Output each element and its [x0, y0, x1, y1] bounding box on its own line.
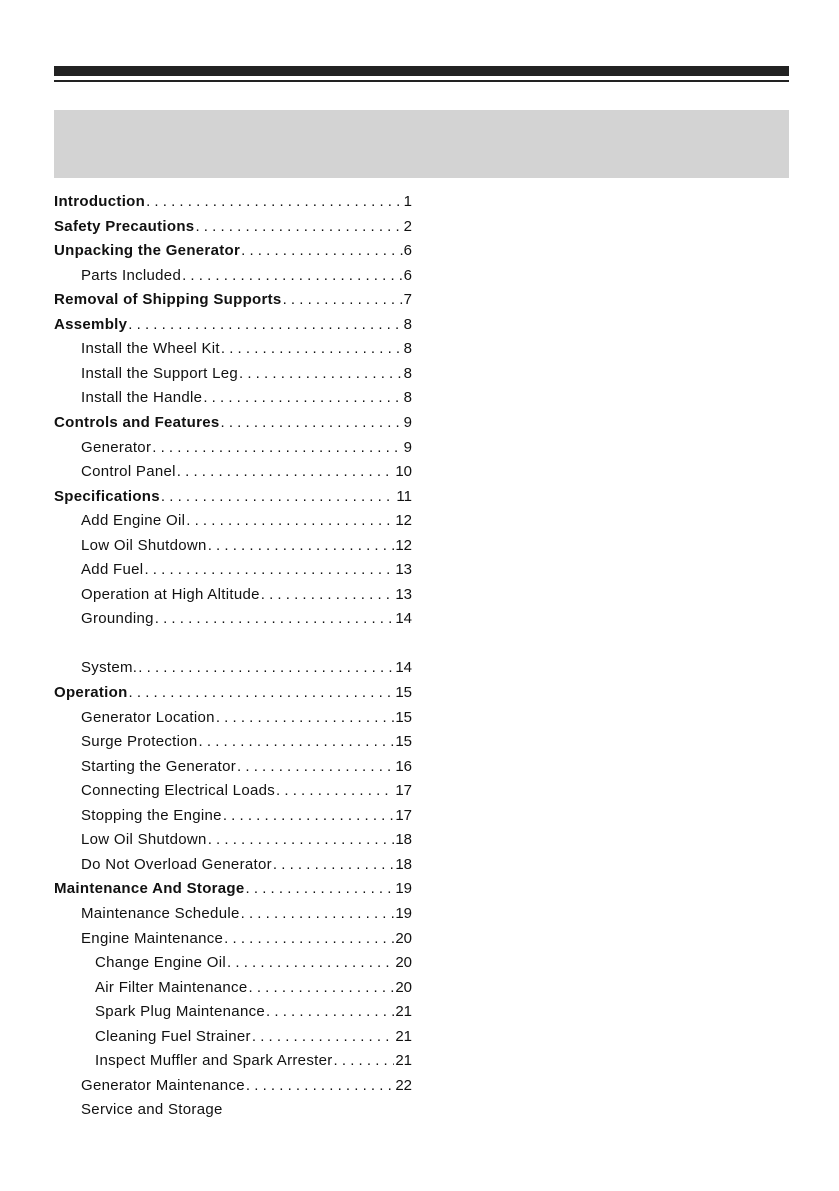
toc-entry-page: 11 [396, 487, 412, 505]
toc-leader-dots [275, 779, 394, 803]
toc-entry-page: 15 [395, 708, 412, 726]
toc-leader-dots [251, 1025, 394, 1049]
toc-leader-dots [265, 1000, 394, 1024]
toc-entry [54, 288, 412, 312]
toc-entry-page: 20 [395, 954, 412, 972]
toc-entry-page: 6 [403, 266, 412, 284]
toc-entry [81, 755, 412, 779]
toc-entry-page: 8 [403, 364, 412, 382]
toc-entry [81, 853, 412, 877]
toc-entry-page: 13 [395, 585, 412, 603]
toc-entry-label: Maintenance And Storage [54, 880, 245, 898]
toc-leader-dots [176, 460, 395, 484]
toc-entry-page: 13 [395, 561, 412, 579]
header-rule-thick [54, 66, 789, 76]
toc-entry-label: Spark Plug Maintenance [95, 1003, 266, 1021]
toc-entry [81, 706, 412, 730]
toc-entry [95, 951, 412, 975]
toc-entry-page: 17 [395, 782, 412, 800]
toc-entry-label: Inspect Muffler and Spark Arrester [95, 1052, 333, 1070]
toc-leader-dots [143, 558, 394, 582]
toc-leader-dots [223, 927, 394, 951]
toc-entry [81, 779, 412, 803]
toc-entry-page: 20 [395, 929, 412, 947]
toc-leader-dots [240, 902, 395, 926]
toc-entry-label: System. [81, 659, 138, 677]
toc-entry-page: 9 [403, 413, 412, 431]
toc-entry [81, 804, 412, 828]
toc-leader-dots [222, 804, 395, 828]
toc-entry-label: Parts Included [81, 266, 182, 284]
toc-leader-dots [240, 239, 403, 263]
toc-entry-label: Service and Storage [81, 1101, 223, 1119]
toc-entry-label: Generator Maintenance [81, 1076, 245, 1094]
toc-entry-label: Introduction [54, 193, 146, 210]
toc-leader-dots [248, 976, 395, 1000]
toc-entry-page: 6 [403, 242, 412, 260]
toc-entry-label: Operation [54, 684, 128, 701]
toc-entry [81, 436, 412, 460]
toc-entry [81, 656, 412, 680]
toc-entry [54, 190, 412, 214]
toc-entry-page: 2 [403, 217, 412, 235]
toc-leader-dots [245, 877, 395, 901]
toc-leader-dots [198, 730, 395, 754]
toc-entry-label: Removal of Shipping Supports [54, 291, 282, 309]
toc-entry-page: 19 [395, 904, 412, 922]
toc-entry-page: 22 [395, 1076, 412, 1094]
toc-entry-label: Control Panel [81, 463, 176, 481]
toc-entry-label: Connecting Electrical Loads [81, 782, 276, 800]
toc-entry-page: 16 [395, 757, 412, 775]
toc-entry-label: Unpacking the Generator [54, 242, 241, 260]
toc-leader-dots [207, 534, 395, 558]
toc-entry-page: 8 [403, 340, 412, 358]
toc-leader-dots [238, 362, 403, 386]
toc-entry [81, 583, 412, 607]
toc-entry-page: 21 [395, 1027, 412, 1045]
toc-entry [81, 1074, 412, 1098]
toc-entry-label: Grounding [81, 610, 154, 628]
toc-leader-dots [215, 706, 394, 730]
toc-entry-page: 15 [395, 684, 412, 701]
toc-entry [54, 485, 412, 509]
toc-entry [81, 927, 412, 951]
toc-entry-label: Air Filter Maintenance [95, 978, 248, 996]
toc-entry-label: Stopping the Engine [81, 806, 222, 824]
toc-entry-label: Controls and Features [54, 413, 220, 431]
toc-entry-label: Surge Protection [81, 733, 198, 751]
toc-leader-dots [194, 215, 402, 239]
toc-entry [54, 215, 412, 239]
toc-entry [81, 386, 412, 410]
toc-entry [81, 534, 412, 558]
toc-entry [81, 607, 412, 631]
toc-entry-label: Install the Handle [81, 389, 203, 407]
toc-entry [95, 1049, 412, 1073]
toc-entry [54, 239, 412, 263]
toc-entry-page: 8 [403, 315, 412, 333]
toc-entry [81, 337, 412, 361]
toc-entry-label: Engine Maintenance [81, 929, 224, 947]
toc-leader-dots [154, 607, 395, 631]
toc-entry [81, 902, 412, 926]
toc-entry-page: 19 [395, 880, 412, 898]
toc-entry [54, 681, 412, 705]
toc-entry-label: Do Not Overload Generator [81, 855, 272, 873]
toc-entry-page: 18 [395, 855, 412, 873]
toc-entry-label: Install the Support Leg [81, 364, 239, 382]
toc-leader-dots [160, 485, 396, 509]
toc-entry-label: Starting the Generator [81, 757, 237, 775]
toc-entry [54, 411, 412, 435]
toc-leader-dots [333, 1049, 395, 1073]
toc-entry-label: Assembly [54, 315, 128, 333]
toc-entry [81, 730, 412, 754]
toc-leader-dots [202, 386, 402, 410]
toc-leader-dots [185, 509, 394, 533]
toc-entry-label: Change Engine Oil [95, 954, 227, 972]
toc-entry-label: Add Engine Oil [81, 512, 186, 530]
toc-entry [95, 1025, 412, 1049]
toc-entry-label: Generator [81, 438, 152, 456]
toc-entry-page: 9 [403, 438, 412, 456]
toc-entry-label: Generator Location [81, 708, 215, 726]
toc-leader-dots [260, 583, 395, 607]
toc-entry [81, 460, 412, 484]
toc-entry-page: 17 [395, 806, 412, 824]
toc-entry-page: 10 [395, 463, 412, 481]
title-band [54, 110, 789, 178]
toc-entry [81, 828, 412, 852]
toc-entry-label: Specifications [54, 487, 160, 505]
toc-leader-dots [207, 828, 395, 852]
toc-entry-label: Low Oil Shutdown [81, 536, 207, 554]
header-rule-thin [54, 80, 789, 82]
toc-leader-dots [245, 1074, 394, 1098]
toc-leader-dots [220, 411, 403, 435]
toc-leader-dots [220, 337, 403, 361]
toc-leader-dots [145, 190, 403, 214]
toc-entry-label: Operation at High Altitude [81, 585, 260, 603]
toc-entry-page: 1 [403, 193, 412, 210]
toc-entry-page: 7 [403, 291, 412, 309]
toc-leader-dots [236, 755, 394, 779]
toc-leader-dots [137, 656, 394, 680]
toc-leader-dots [151, 436, 402, 460]
toc-entry-page: 8 [403, 389, 412, 407]
toc-entry [81, 558, 412, 582]
toc-entry-page: 20 [395, 978, 412, 996]
toc-entry-label: Add Fuel [81, 561, 144, 579]
toc-entry [95, 1000, 412, 1024]
toc-entry-page: 14 [395, 610, 412, 628]
toc-entry [81, 362, 412, 386]
toc-entry-label: Low Oil Shutdown [81, 831, 207, 849]
toc-entry [95, 976, 412, 1000]
toc-leader-dots [128, 681, 395, 705]
toc-entry [81, 509, 412, 533]
toc-entry-page: 21 [395, 1052, 412, 1070]
toc-entry-page: 14 [395, 659, 412, 677]
toc-entry-page: 18 [395, 831, 412, 849]
toc-entry [54, 313, 412, 337]
toc-entry-page: 12 [395, 512, 412, 530]
toc-leader-dots [272, 853, 394, 877]
toc-entry-page: 21 [395, 1003, 412, 1021]
toc-entry-label: Safety Precautions [54, 217, 195, 235]
toc-entry-label: Install the Wheel Kit [81, 340, 220, 358]
toc-entry-label: Cleaning Fuel Strainer [95, 1027, 251, 1045]
toc-entry-label: Maintenance Schedule [81, 904, 240, 922]
toc-leader-dots [127, 313, 402, 337]
toc-leader-dots [282, 288, 403, 312]
toc-leader-dots [226, 951, 394, 975]
toc-entry [54, 877, 412, 901]
toc-entry-page: 12 [395, 536, 412, 554]
toc-entry [81, 264, 412, 288]
toc-leader-dots [181, 264, 403, 288]
toc-entry-page: 15 [395, 733, 412, 751]
toc-entry [81, 1098, 412, 1122]
